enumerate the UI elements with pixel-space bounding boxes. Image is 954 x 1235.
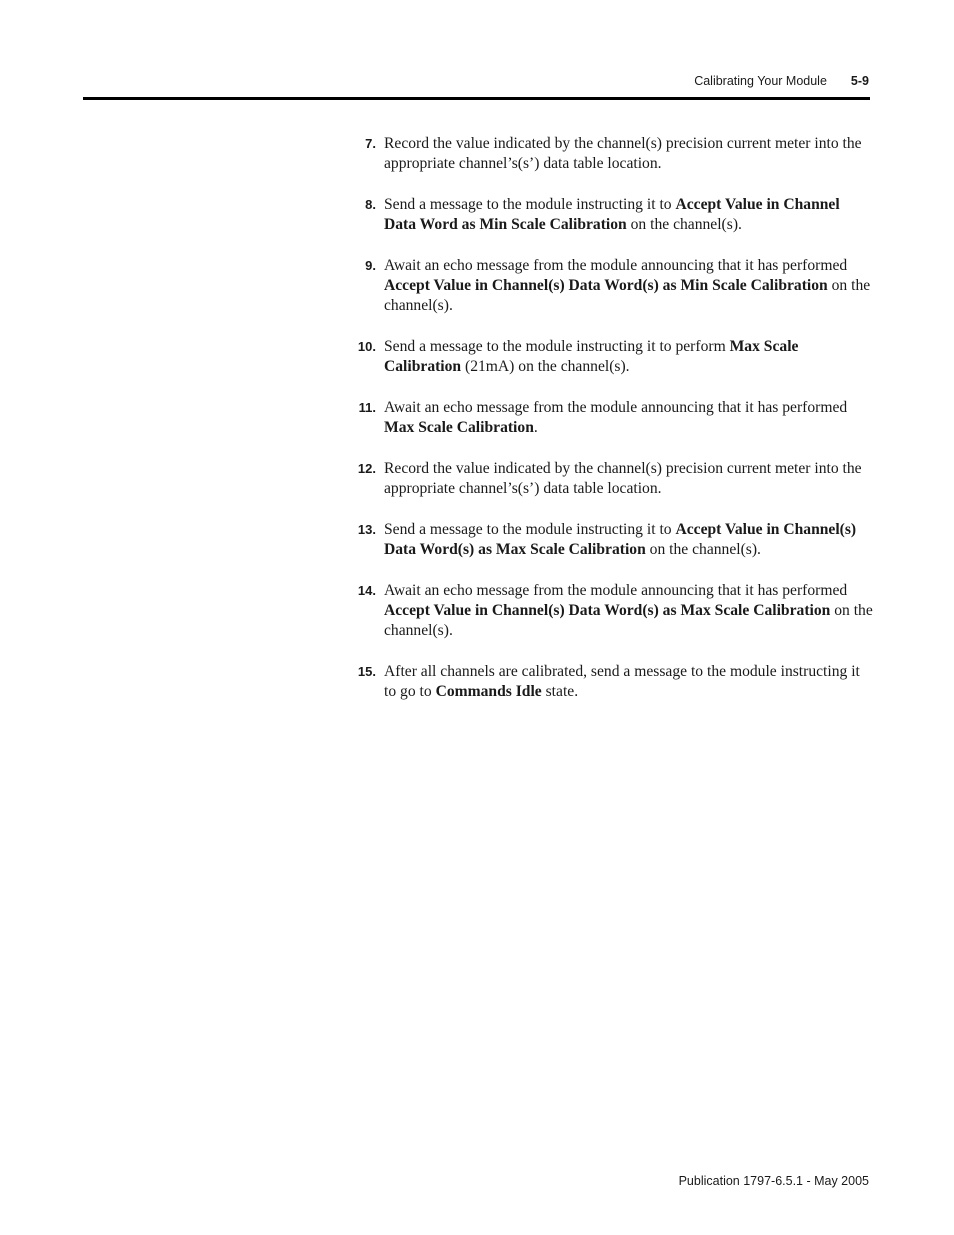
step-number: 11. [358,399,376,415]
procedure-step [355,134,875,175]
step-text-run: state. [541,683,579,701]
step-text-run: Record the value indicated by the channel(s) precision current meter into the appropriate channel’s(s’) data table location. [384,135,862,173]
step-emphasis: Accept Value in Channel(s) Data Word(s) as Max Scale Calibration [384,520,857,558]
step-text-run: on the channel(s). [645,540,761,558]
page-number: 5-9 [850,74,869,88]
step-text-run: . [533,419,538,437]
step-text [384,459,875,500]
step-text [384,398,875,439]
procedure-step [355,398,875,439]
step-text [384,195,875,236]
step-text-run: Await an echo message from the module announcing that it has performed [384,398,848,416]
step-text-run: on the channel(s). [384,601,873,640]
step-text-run: on the channel(s). [626,216,742,234]
header-rule [83,97,870,100]
procedure-step [355,581,875,642]
step-text-run: Await an echo message from the module announcing that it has performed [384,581,848,599]
step-text-run: Await an echo message from the module announcing that it has performed [384,256,848,274]
step-emphasis: Accept Value in Channel(s) Data Word(s) as Min Scale Calibration [384,277,828,295]
step-text [384,662,875,703]
step-text-run: Record the value indicated by the channel(s) precision current meter into the appropriate channel’s(s’) data table location. [384,459,862,498]
step-number: 8. [365,196,376,212]
step-number: 9. [365,257,376,273]
step-number: 15. [357,663,376,679]
procedure-step [355,459,875,500]
procedure-step [355,520,875,561]
step-number: 7. [365,136,376,151]
step-text-run: After all channels are calibrated, send a message to the module instructing it to go to [384,662,860,701]
step-text-run: (21mA) on the channel(s). [461,358,630,376]
section-title: Calibrating Your Module [694,74,827,88]
procedure-step [355,337,875,378]
step-number: 10. [357,338,376,354]
step-text [384,337,875,378]
step-number: 14. [357,582,376,598]
step-number: 13. [357,521,376,537]
step-emphasis: Accept Value in Channel Data Word as Min Scale Calibration [384,195,840,234]
step-number: 12. [357,460,376,476]
step-text-run: Send a message to the module instructing it to perform [384,337,730,355]
procedure-step [355,662,875,703]
publication-footer: Publication 1797-6.5.1 - May 2005 [678,1174,869,1188]
step-text [384,134,875,175]
step-emphasis: Commands Idle [435,683,542,701]
step-emphasis: Max Scale Calibration [384,419,534,437]
procedure-step [355,256,875,317]
step-text [384,520,875,561]
step-text-run: Send a message to the module instructing it to [384,195,676,213]
procedure-step [355,195,875,236]
step-text [384,581,875,642]
step-text-run: on the channel(s). [384,277,871,315]
procedure-steps [355,134,875,723]
step-text [384,256,875,317]
running-header [694,74,869,88]
step-emphasis: Max Scale Calibration [384,337,799,376]
step-emphasis: Accept Value in Channel(s) Data Word(s) as Max Scale Calibration [384,601,831,619]
step-text-run: Send a message to the module instructing it to [384,520,676,538]
